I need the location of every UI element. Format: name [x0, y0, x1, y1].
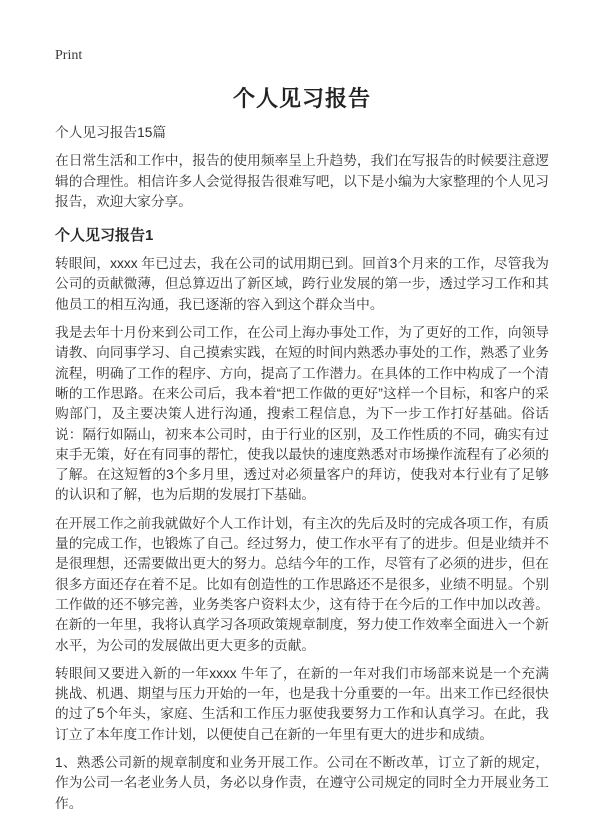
collection-heading: 个人见习报告15篇 [55, 125, 167, 140]
report1-paragraph-3: 在开展工作之前我就做好个人工作计划，有主次的先后及时的完成各项工作，有质量的完成工作，也锻炼了自己。经过努力，使工作水平有了的进步。但是业绩并不是很理想，还需要做出更大的努力。总结今年的工作，尽管有了必须的进步，但在很多方面还存在着不足。比如有创造性的工作思路还不是很多，业绩不明显。个别工作做的还不够完善，业务类客户资料太少，这有待于在今后的工作中加以改善。在新的一年里，我将认真学习各项政策规章制度，努力使工作效率全面进入一个新水平，为公司的发展做出更大更多的贡献。 [55, 515, 549, 653]
print-button[interactable]: Print [55, 48, 83, 63]
intro-paragraph: 在日常生活和工作中，报告的使用频率呈上升趋势，我们在写报告的时候要注意逻辑的合理性。相信许多人会觉得报告很难写吧，以下是小编为大家整理的个人见习报告，欢迎大家分享。 [55, 153, 549, 209]
section-heading-report-1: 个人见习报告1 [55, 227, 154, 245]
report1-paragraph-1: 转眼间，xxxx 年已过去，我在公司的试用期已到。回首3个月来的工作，尽管我为公司的贡献微薄，但总算迈出了新区域，跨行业发展的第一步，透过学习工作和其他员工的相互沟通，我已逐渐的容入到这个群众当中。 [55, 256, 549, 312]
report1-paragraph-2: 我是去年十月份来到公司工作，在公司上海办事处工作，为了更好的工作，向领导请教、向同事学习、自己摸索实践，在短的时间内熟悉办事处的工作，熟悉了业务流程，明确了工作的程序、方向，提高了工作潜力。在具体的工作中构成了一个清晰的工作思路。在来公司后，我本着“把工作做的更好”这样一个目标，和客户的采购部门，及主要决策人进行沟通，搜索工程信息，为下一步工作打好基础。俗话说：隔行如隔山，初来本公司时，由于行业的区别，及工作性质的不同，确实有过束手无策，好在有同事的帮忙，使我以最快的速度熟悉对市场操作流程有了必须的了解。在这短暂的3个多月里，透过对必须量客户的拜访，使我对本行业有了足够的认识和了解，也为后期的发展打下基础。 [55, 325, 549, 503]
report1-paragraph-5: 1、熟悉公司新的规章制度和业务开展工作。公司在不断改革，订立了新的规定，作为公司一名老业务人员，务必以身作责，在遵守公司规定的同时全力开展业务工作。 [55, 755, 549, 811]
page-title: 个人见习报告 [232, 86, 371, 111]
report1-paragraph-4: 转眼间又要进入新的一年xxxx 牛年了，在新的一年对我们市场部来说是一个充满挑战、机遇、期望与压力开始的一年，也是我十分重要的一年。出来工作已经很快的过了5个年头，家庭、生活和工作压力驱使我要努力工作和认真学习。在此，我订立了本年度工作计划，以便使自己在新的一年里有更大的进步和成绩。 [55, 665, 549, 742]
